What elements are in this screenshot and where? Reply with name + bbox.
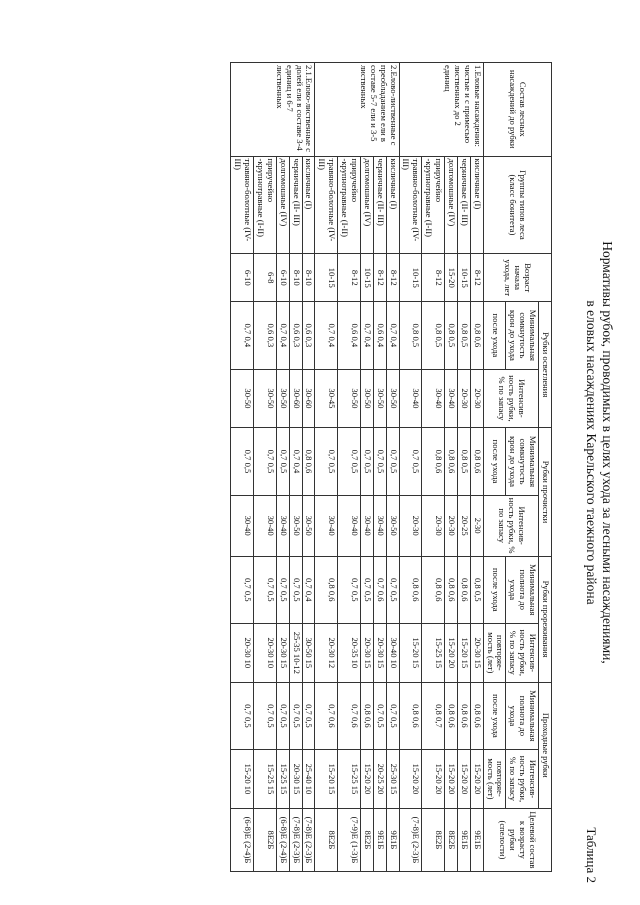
osv-intensity-cell: 30-50 xyxy=(338,369,361,428)
target-cell: 9Е1Б xyxy=(470,808,483,871)
osv-intensity-cell: 30-45 xyxy=(315,369,338,428)
prorezh-intensity-cell: 15-20 15 xyxy=(458,623,471,682)
target-cell: 8Е2Б xyxy=(315,808,338,871)
target-cell: 9Е1Б xyxy=(458,808,471,871)
forest-type-cell: долгомошные (IV) xyxy=(276,156,289,254)
prorezh-intensity-cell: 15-25 15 xyxy=(422,623,445,682)
prorezh-intensity-cell: 20-30 15 xyxy=(470,623,483,682)
table-row xyxy=(399,63,422,872)
prorezh-after-cell: 0,8 0,6 xyxy=(445,556,458,623)
prorezh-after-cell: 0,7 0,5 xyxy=(338,556,361,623)
header-prorezhivanie: Рубки прореживания xyxy=(539,556,552,682)
forest-type-cell: кисличные (I) xyxy=(470,156,483,254)
proch-intensity-cell: 20-30 xyxy=(422,495,445,556)
table-row xyxy=(361,63,374,872)
forest-type-cell: черничные (II- III) xyxy=(373,156,386,254)
norms-table xyxy=(230,62,552,872)
target-cell: 9Е1Б xyxy=(373,808,386,871)
prohod-intensity-cell: 15-20 10 xyxy=(231,750,254,809)
proch-after-cell: 0,8 0,6 xyxy=(302,428,315,495)
proch-after-cell: 0,7 0,5 xyxy=(231,428,254,495)
target-cell: 8Е2Б xyxy=(422,808,445,871)
proch-after-cell: 0,7 0,5 xyxy=(338,428,361,495)
osv-after-cell: 0,7 0,4 xyxy=(386,302,399,369)
osv-intensity-cell: 30-50 xyxy=(373,369,386,428)
age-cell: 15-20 xyxy=(445,254,458,302)
osv-after-cell: 0,6 0,3 xyxy=(302,302,315,369)
prohod-after-cell: 0,7 0,5 xyxy=(386,682,399,749)
table-row xyxy=(470,63,483,872)
age-cell: 8-10 xyxy=(302,254,315,302)
osv-after-cell: 0,8 0,6 xyxy=(470,302,483,369)
header-target: Целевой состав к возрасту рубки (спелости) xyxy=(483,808,551,871)
group-label: 2.Елово-лиственные с преобладанием ели в составе 5-7 ели и 3-5 лиственных xyxy=(315,63,399,157)
prorezh-after-cell: 0,7 0,5 xyxy=(276,556,289,623)
group-label: 2.1.Елово-лиственные с долей ели в составе 3-4 единиц и 6-7 лиственных xyxy=(231,63,315,157)
prohod-intensity-cell: 15-20 20 xyxy=(458,750,471,809)
proch-intensity-cell: 30-40 xyxy=(231,495,254,556)
prorezh-after-cell: 0,7 0,6 xyxy=(373,556,386,623)
prorezh-after-cell: 0,8 0,6 xyxy=(422,556,445,623)
prorezh-intensity-cell: 20-30 10 xyxy=(231,623,254,682)
header-osvetlenie: Рубки осветления xyxy=(539,302,552,428)
forest-type-cell: приручейно -крупнотравные (I-II) xyxy=(254,156,277,254)
age-cell: 8-12 xyxy=(338,254,361,302)
prohod-intensity-cell: 20-30 15 xyxy=(289,750,302,809)
header-intensity: Интенсив-ность рубки, % по запасу xyxy=(483,369,538,428)
proch-intensity-cell: 20-30 xyxy=(399,495,422,556)
target-cell: 8Е2Б xyxy=(445,808,458,871)
table-row xyxy=(254,63,277,872)
table-title-line-1: Нормативы рубок, проводимых в целях ухода за лесными насаждениями, xyxy=(600,241,615,664)
osv-after-cell: 0,8 0,5 xyxy=(422,302,445,369)
proch-intensity-cell: 30-40 xyxy=(315,495,338,556)
table-row xyxy=(422,63,445,872)
table-row xyxy=(231,63,254,872)
prohod-after-cell: 0,7 0,5 xyxy=(254,682,277,749)
osv-after-cell: 0,8 0,5 xyxy=(445,302,458,369)
header-repeat: повторяе-мость (лет) xyxy=(483,750,506,809)
table-title-line-2: в еловых насаждениях Карельского таежного района xyxy=(584,300,599,605)
prohod-after-cell: 0,7 0,5 xyxy=(231,682,254,749)
proch-after-cell: 0,7 0,5 xyxy=(315,428,338,495)
header-intensity: Интенсив-ность рубки, % по запасу xyxy=(506,623,539,682)
osv-intensity-cell: 30-50 xyxy=(386,369,399,428)
prohod-intensity-cell: 15-20 20 xyxy=(422,750,445,809)
header-min-density: Минимальная полнота до ухода xyxy=(506,682,539,749)
osv-after-cell: 0,6 0,3 xyxy=(289,302,302,369)
prohod-intensity-cell: 15-20 20 xyxy=(361,750,374,809)
age-cell: 6-10 xyxy=(231,254,254,302)
forest-type-cell: кисличные (I) xyxy=(302,156,315,254)
prorezh-after-cell: 0,8 0,6 xyxy=(458,556,471,623)
prorezh-after-cell: 0,7 0,5 xyxy=(231,556,254,623)
prorezh-intensity-cell: 15-20 15 xyxy=(399,623,422,682)
target-cell: (6-8)Е (2-4)Б xyxy=(276,808,289,871)
group-label: 1.Еловые насаждения: чистые и с примесью лиственных до 2 единиц xyxy=(399,63,483,157)
table-row xyxy=(445,63,458,872)
prohod-intensity-cell: 15-20 20 xyxy=(399,750,422,809)
header-min-closure: Минимальная сомкнутость крон до ухода xyxy=(506,428,539,495)
osv-intensity-cell: 30-50 xyxy=(254,369,277,428)
target-cell: (7-8)Е (2-3)Б xyxy=(399,808,422,871)
proch-intensity-cell: 30-40 xyxy=(254,495,277,556)
target-cell: (7-8)Е (2-3)Б xyxy=(289,808,302,871)
header-after: после ухода xyxy=(483,302,506,369)
proch-intensity-cell: 30-50 xyxy=(386,495,399,556)
table-row xyxy=(302,63,315,872)
proch-intensity-cell: 2-30 xyxy=(470,495,483,556)
osv-intensity-cell: 20-30 xyxy=(470,369,483,428)
forest-type-cell: черничные (II- III) xyxy=(289,156,302,254)
forest-type-cell: приручейно -крупнотравные (I-II) xyxy=(338,156,361,254)
table-row xyxy=(386,63,399,872)
forest-type-cell: травяно-болотные (IV-III) xyxy=(399,156,422,254)
prohod-intensity-cell: 25-30 15 xyxy=(386,750,399,809)
osv-after-cell: 0,6 0,4 xyxy=(338,302,361,369)
prorezh-intensity-cell: 30-50 15 xyxy=(302,623,315,682)
osv-after-cell: 0,8 0,5 xyxy=(458,302,471,369)
header-min-density: Минимальная полнота до ухода xyxy=(506,556,539,623)
prohod-intensity-cell: 15-25 15 xyxy=(338,750,361,809)
prorezh-after-cell: 0,7 0,5 xyxy=(289,556,302,623)
proch-intensity-cell: 30-50 xyxy=(302,495,315,556)
proch-after-cell: 0,8 0,5 xyxy=(458,428,471,495)
osv-intensity-cell: 30-60 xyxy=(289,369,302,428)
proch-intensity-cell: 30-40 xyxy=(276,495,289,556)
age-cell: 6-8 xyxy=(254,254,277,302)
proch-intensity-cell: 20-25 xyxy=(458,495,471,556)
forest-type-cell: кисличные (I) xyxy=(386,156,399,254)
osv-after-cell: 0,6 0,4 xyxy=(373,302,386,369)
prohod-after-cell: 0,8 0,7 xyxy=(422,682,445,749)
prohod-after-cell: 0,8 0,6 xyxy=(470,682,483,749)
age-cell: 6-10 xyxy=(276,254,289,302)
prorezh-after-cell: 0,7 0,5 xyxy=(361,556,374,623)
forest-type-cell: долгомошные (IV) xyxy=(445,156,458,254)
prohod-after-cell: 0,8 0,6 xyxy=(399,682,422,749)
prohod-after-cell: 0,7 0,6 xyxy=(315,682,338,749)
header-age: Возраст начала ухода, лет xyxy=(483,254,551,302)
prohod-intensity-cell: 15-25 15 xyxy=(254,750,277,809)
osv-after-cell: 0,8 0,5 xyxy=(399,302,422,369)
target-cell: (7-9)Е (1-3)Б xyxy=(338,808,361,871)
table-row xyxy=(315,63,338,872)
target-cell: 9Е1Б xyxy=(386,808,399,871)
proch-after-cell: 0,7 0,5 xyxy=(373,428,386,495)
prohod-after-cell: 0,8 0,6 xyxy=(361,682,374,749)
proch-intensity-cell: 30-40 xyxy=(361,495,374,556)
osv-after-cell: 0,7 0,4 xyxy=(315,302,338,369)
osv-intensity-cell: 30-40 xyxy=(422,369,445,428)
table-row xyxy=(276,63,289,872)
proch-after-cell: 0,8 0,6 xyxy=(445,428,458,495)
prorezh-after-cell: 0,7 0,4 xyxy=(302,556,315,623)
prorezh-intensity-cell: 30-40 10 xyxy=(386,623,399,682)
header-after: после ухода xyxy=(483,428,506,495)
table-row xyxy=(373,63,386,872)
table-row xyxy=(458,63,471,872)
proch-after-cell: 0,7 0,5 xyxy=(386,428,399,495)
header-prochistka: Рубки прочистки xyxy=(539,428,552,556)
header-min-closure: Минимальная сомкнутость крон до ухода xyxy=(506,302,539,369)
header-after: после ухода xyxy=(483,682,506,749)
prorezh-intensity-cell: 25-35 10-12 xyxy=(289,623,302,682)
prorezh-after-cell: 0,8 0,6 xyxy=(399,556,422,623)
prohod-intensity-cell: 15-25 15 xyxy=(276,750,289,809)
header-forest-types: Группы типов леса (класс бонитета) xyxy=(483,156,551,254)
table-body xyxy=(231,63,483,872)
age-cell: 8-10 xyxy=(289,254,302,302)
forest-type-cell: травяно-болотные (IV-III) xyxy=(315,156,338,254)
proch-intensity-cell: 30-50 xyxy=(289,495,302,556)
prorezh-after-cell: 0,8 0,6 xyxy=(315,556,338,623)
prohod-after-cell: 0,7 0,6 xyxy=(338,682,361,749)
header-composition: Состав лесных насаждений до рубки xyxy=(483,63,551,157)
table-number-label: Таблица 2 xyxy=(584,827,599,883)
osv-after-cell: 0,7 0,4 xyxy=(276,302,289,369)
proch-intensity-cell: 20-30 xyxy=(445,495,458,556)
proch-after-cell: 0,7 0,5 xyxy=(361,428,374,495)
proch-after-cell: 0,8 0,6 xyxy=(422,428,445,495)
osv-intensity-cell: 30-40 xyxy=(445,369,458,428)
prorezh-intensity-cell: 20-35 10 xyxy=(338,623,361,682)
proch-after-cell: 0,7 0,5 xyxy=(254,428,277,495)
prohod-after-cell: 0,7 0,5 xyxy=(373,682,386,749)
prorezh-intensity-cell: 15-20 20 xyxy=(445,623,458,682)
header-after: после ухода xyxy=(483,556,506,623)
osv-intensity-cell: 30-40 xyxy=(399,369,422,428)
age-cell: 8-12 xyxy=(373,254,386,302)
proch-after-cell: 0,7 0,5 xyxy=(399,428,422,495)
prohod-after-cell: 0,7 0,5 xyxy=(289,682,302,749)
osv-intensity-cell: 30-50 xyxy=(231,369,254,428)
header-intensity: Интенсив-ность рубки, % по запасу xyxy=(483,495,538,556)
osv-intensity-cell: 30-60 xyxy=(302,369,315,428)
target-cell: 8Е2Б xyxy=(361,808,374,871)
prorezh-after-cell: 0,7 0,5 xyxy=(386,556,399,623)
forest-type-cell: долгомошные (IV) xyxy=(361,156,374,254)
table-row xyxy=(289,63,302,872)
proch-after-cell: 0,7 0,4 xyxy=(289,428,302,495)
prorezh-intensity-cell: 20-30 15 xyxy=(276,623,289,682)
age-cell: 10-15 xyxy=(399,254,422,302)
prorezh-after-cell: 0,7 0,5 xyxy=(254,556,277,623)
osv-after-cell: 0,6 0,3 xyxy=(254,302,277,369)
proch-intensity-cell: 30-40 xyxy=(338,495,361,556)
prohod-after-cell: 0,8 0,6 xyxy=(458,682,471,749)
age-cell: 8-12 xyxy=(422,254,445,302)
prohod-after-cell: 0,8 0,6 xyxy=(445,682,458,749)
age-cell: 10-15 xyxy=(458,254,471,302)
target-cell: (7-8)Е (2-3)Б xyxy=(302,808,315,871)
forest-type-cell: черничные (II- III) xyxy=(458,156,471,254)
prohod-after-cell: 0,7 0,5 xyxy=(302,682,315,749)
table-row xyxy=(338,63,361,872)
age-cell: 8-12 xyxy=(470,254,483,302)
prorezh-intensity-cell: 20-30 15 xyxy=(361,623,374,682)
age-cell: 10-15 xyxy=(315,254,338,302)
prohod-intensity-cell: 15-20 20 xyxy=(470,750,483,809)
prohod-intensity-cell: 15-20 15 xyxy=(315,750,338,809)
header-row-1 xyxy=(539,63,552,872)
proch-after-cell: 0,8 0,6 xyxy=(470,428,483,495)
osv-after-cell: 0,7 0,4 xyxy=(231,302,254,369)
age-cell: 8-12 xyxy=(386,254,399,302)
prohod-intensity-cell: 25-40 10 xyxy=(302,750,315,809)
forest-type-cell: приручейно -крупнотравные (I-II) xyxy=(422,156,445,254)
target-cell: 8Е2Б xyxy=(254,808,277,871)
header-repeat: повторяе-мость (лет) xyxy=(483,623,506,682)
prorezh-intensity-cell: 20-30 15 xyxy=(373,623,386,682)
prohod-after-cell: 0,7 0,5 xyxy=(276,682,289,749)
osv-intensity-cell: 30-50 xyxy=(361,369,374,428)
prohod-intensity-cell: 15-20 20 xyxy=(445,750,458,809)
proch-after-cell: 0,7 0,5 xyxy=(276,428,289,495)
prohod-intensity-cell: 20-25 20 xyxy=(373,750,386,809)
proch-intensity-cell: 30-40 xyxy=(373,495,386,556)
header-intensity: Интенсив-ность рубки, % по запасу xyxy=(506,750,539,809)
osv-intensity-cell: 20-30 xyxy=(458,369,471,428)
prorezh-after-cell: 0,8 0,5 xyxy=(470,556,483,623)
prorezh-intensity-cell: 20-30 12 xyxy=(315,623,338,682)
header-prohodnye: Проходные рубки xyxy=(539,682,552,808)
age-cell: 10-15 xyxy=(361,254,374,302)
osv-after-cell: 0,7 0,4 xyxy=(361,302,374,369)
target-cell: (6-8)Е (2-4)Б xyxy=(231,808,254,871)
osv-intensity-cell: 30-50 xyxy=(276,369,289,428)
prorezh-intensity-cell: 20-30 10 xyxy=(254,623,277,682)
forest-type-cell: травяно-болотные (IV-III) xyxy=(231,156,254,254)
